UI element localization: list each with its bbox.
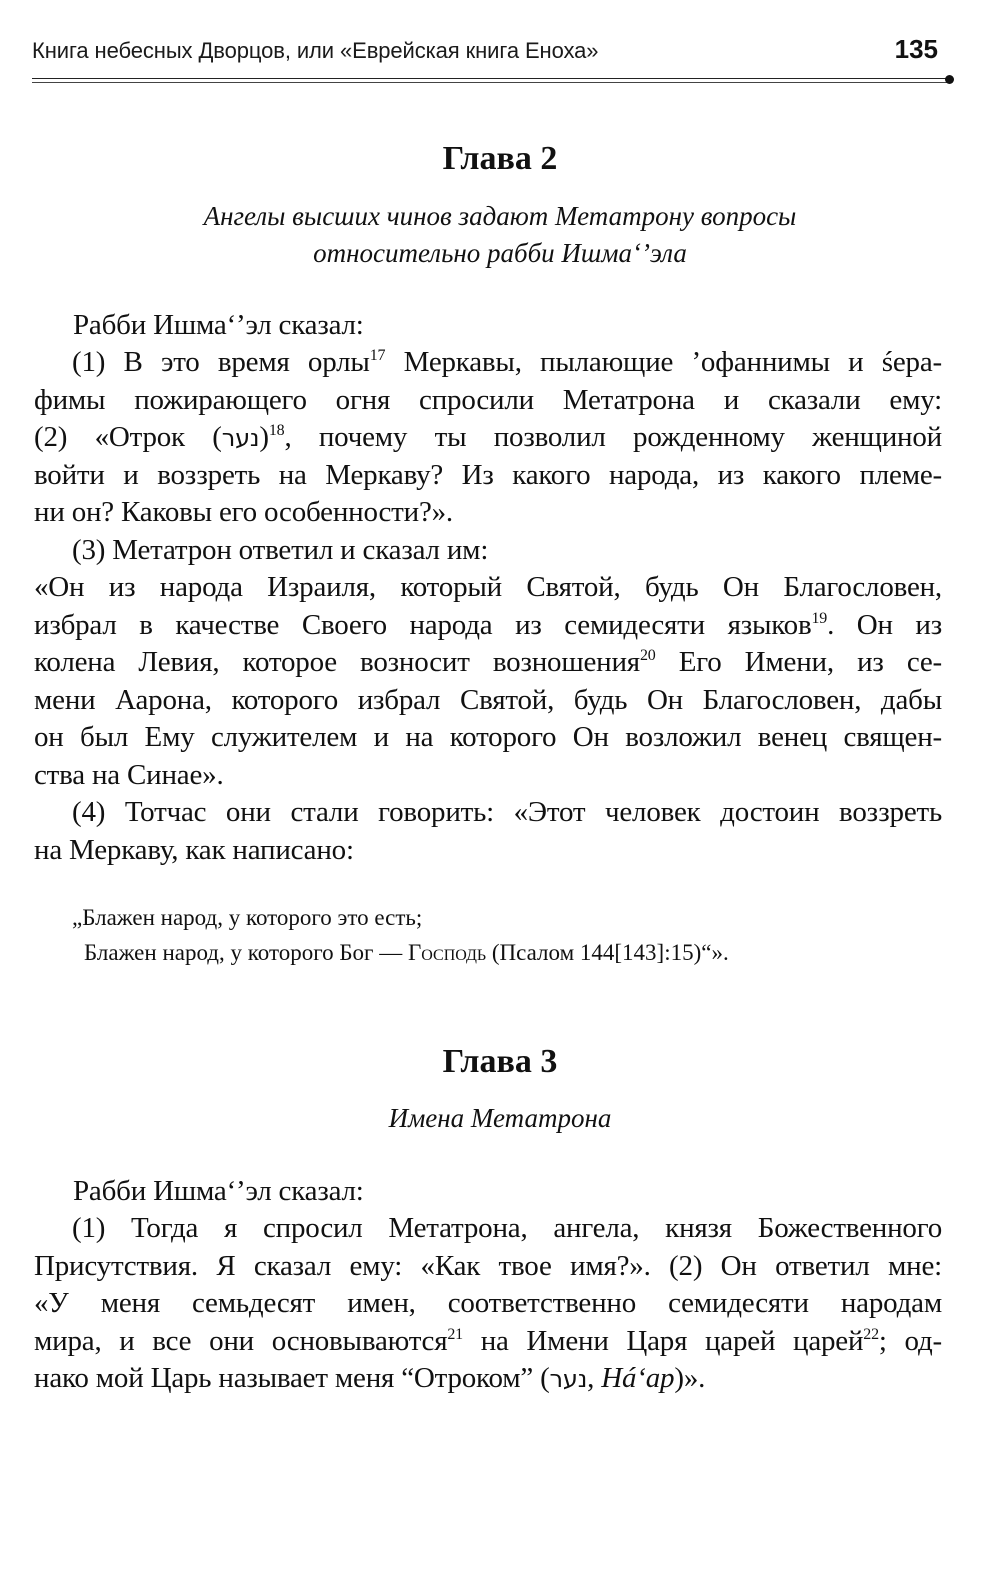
footnote-ref-20: 20 (639, 647, 656, 664)
page-number: 135 (894, 34, 938, 64)
quote-lord: Господь (407, 940, 487, 965)
chapter-3-title: Глава 3 (442, 1043, 558, 1080)
chapter-2-line-2: фимы пожирающего огня спросили Метатрона и сказали ему: (34, 384, 942, 416)
quote-line-2: Блажен народ, у которого Бог — Господь (Псалом 144[143]:15)“». (84, 940, 729, 965)
chapter-2-subtitle-line-1: Ангелы высших чинов задают Метатрону вопросы (203, 201, 797, 231)
footnote-ref-17: 17 (369, 347, 386, 364)
chapter-3-line-3: «У меня семьдесят имен, соответственно семидесяти народам (34, 1287, 942, 1319)
chapter-3-line-4: мира, и все они основываются$^{21}$ на Имени Царя царей царей$^{22}$; од- (34, 1325, 942, 1357)
header-rule-dot (945, 75, 954, 84)
header-rule (32, 78, 950, 79)
chapter-2-line-1: (1) В это время орлы$^{17}$ Меркавы, пылающие ’офаннимы и śера- (72, 346, 942, 378)
chapter-2-line-4: войти и воззреть на Меркаву? Из какого народа, из какого племе- (34, 459, 942, 491)
chapter-2-intro: Рабби Ишма‘’эл сказал: (73, 309, 364, 341)
chapter-2-line-7: «Он из народа Израиля, который Святой, будь Он Благословен, (34, 571, 942, 603)
chapter-3-line-5: нако мой Царь называет меня “Отроком” (נער, Há‘ap)». (34, 1362, 706, 1394)
chapter-2-line-14: на Меркаву, как написано: (34, 834, 354, 866)
running-title: Книга небесных Дворцов, или «Еврейская книга Еноха» (32, 38, 599, 63)
chapter-2-line-10: мени Аарона, которого избрал Святой, будь Он Благословен, дабы (34, 684, 942, 716)
transliteration-naar: Há‘ap (601, 1362, 675, 1394)
quote-line-1: „Блажен народ, у которого это есть; (72, 905, 423, 930)
chapter-2-line-12: ства на Синае». (34, 759, 224, 791)
chapter-2-line-9: колена Левия, которое возносит возношения$^{20}$ Его Имени, из се- (34, 646, 942, 678)
running-head (32, 34, 960, 74)
chapter-2-subtitle-line-2: относительно рабби Ишма‘’эла (313, 238, 687, 268)
hebrew-naar: נער (221, 424, 260, 452)
chapter-2-line-3: (2) «Отрок (נער)$^{18}$, почему ты позволил рожденному женщиной (34, 421, 942, 453)
chapter-3-line-2: Присутствия. Я сказал ему: «Как твое имя?». (2) Он ответил мне: (34, 1250, 942, 1282)
footnote-ref-19: 19 (811, 610, 828, 627)
footnote-ref-22: 22 (863, 1326, 879, 1343)
chapter-3-intro: Рабби Ишма‘’эл сказал: (73, 1175, 364, 1207)
footnote-ref-21: 21 (447, 1326, 463, 1343)
chapter-3-line-1: (1) Тогда я спросил Метатрона, ангела, князя Божественного (72, 1212, 942, 1244)
chapter-2-line-5: ни он? Каковы его особенности?». (34, 496, 453, 528)
footnote-ref-18: 18 (268, 422, 285, 439)
chapter-2-line-13: (4) Тотчас они стали говорить: «Этот человек достоин воззреть (72, 796, 942, 828)
chapter-2-line-6: (3) Метатрон ответил и сказал им: (72, 534, 489, 566)
chapter-2-title: Глава 2 (442, 140, 558, 177)
chapter-3-subtitle: Имена Метатрона (388, 1103, 612, 1133)
header-rule-thin (32, 82, 950, 83)
chapter-2-line-11: он был Ему служителем и на которого Он возложил венец священ- (34, 721, 942, 753)
hebrew-naar-2: נער (549, 1365, 588, 1393)
chapter-2-line-8: избрал в качестве Своего народа из семидесяти языков$^{19}$. Он из (34, 609, 942, 641)
